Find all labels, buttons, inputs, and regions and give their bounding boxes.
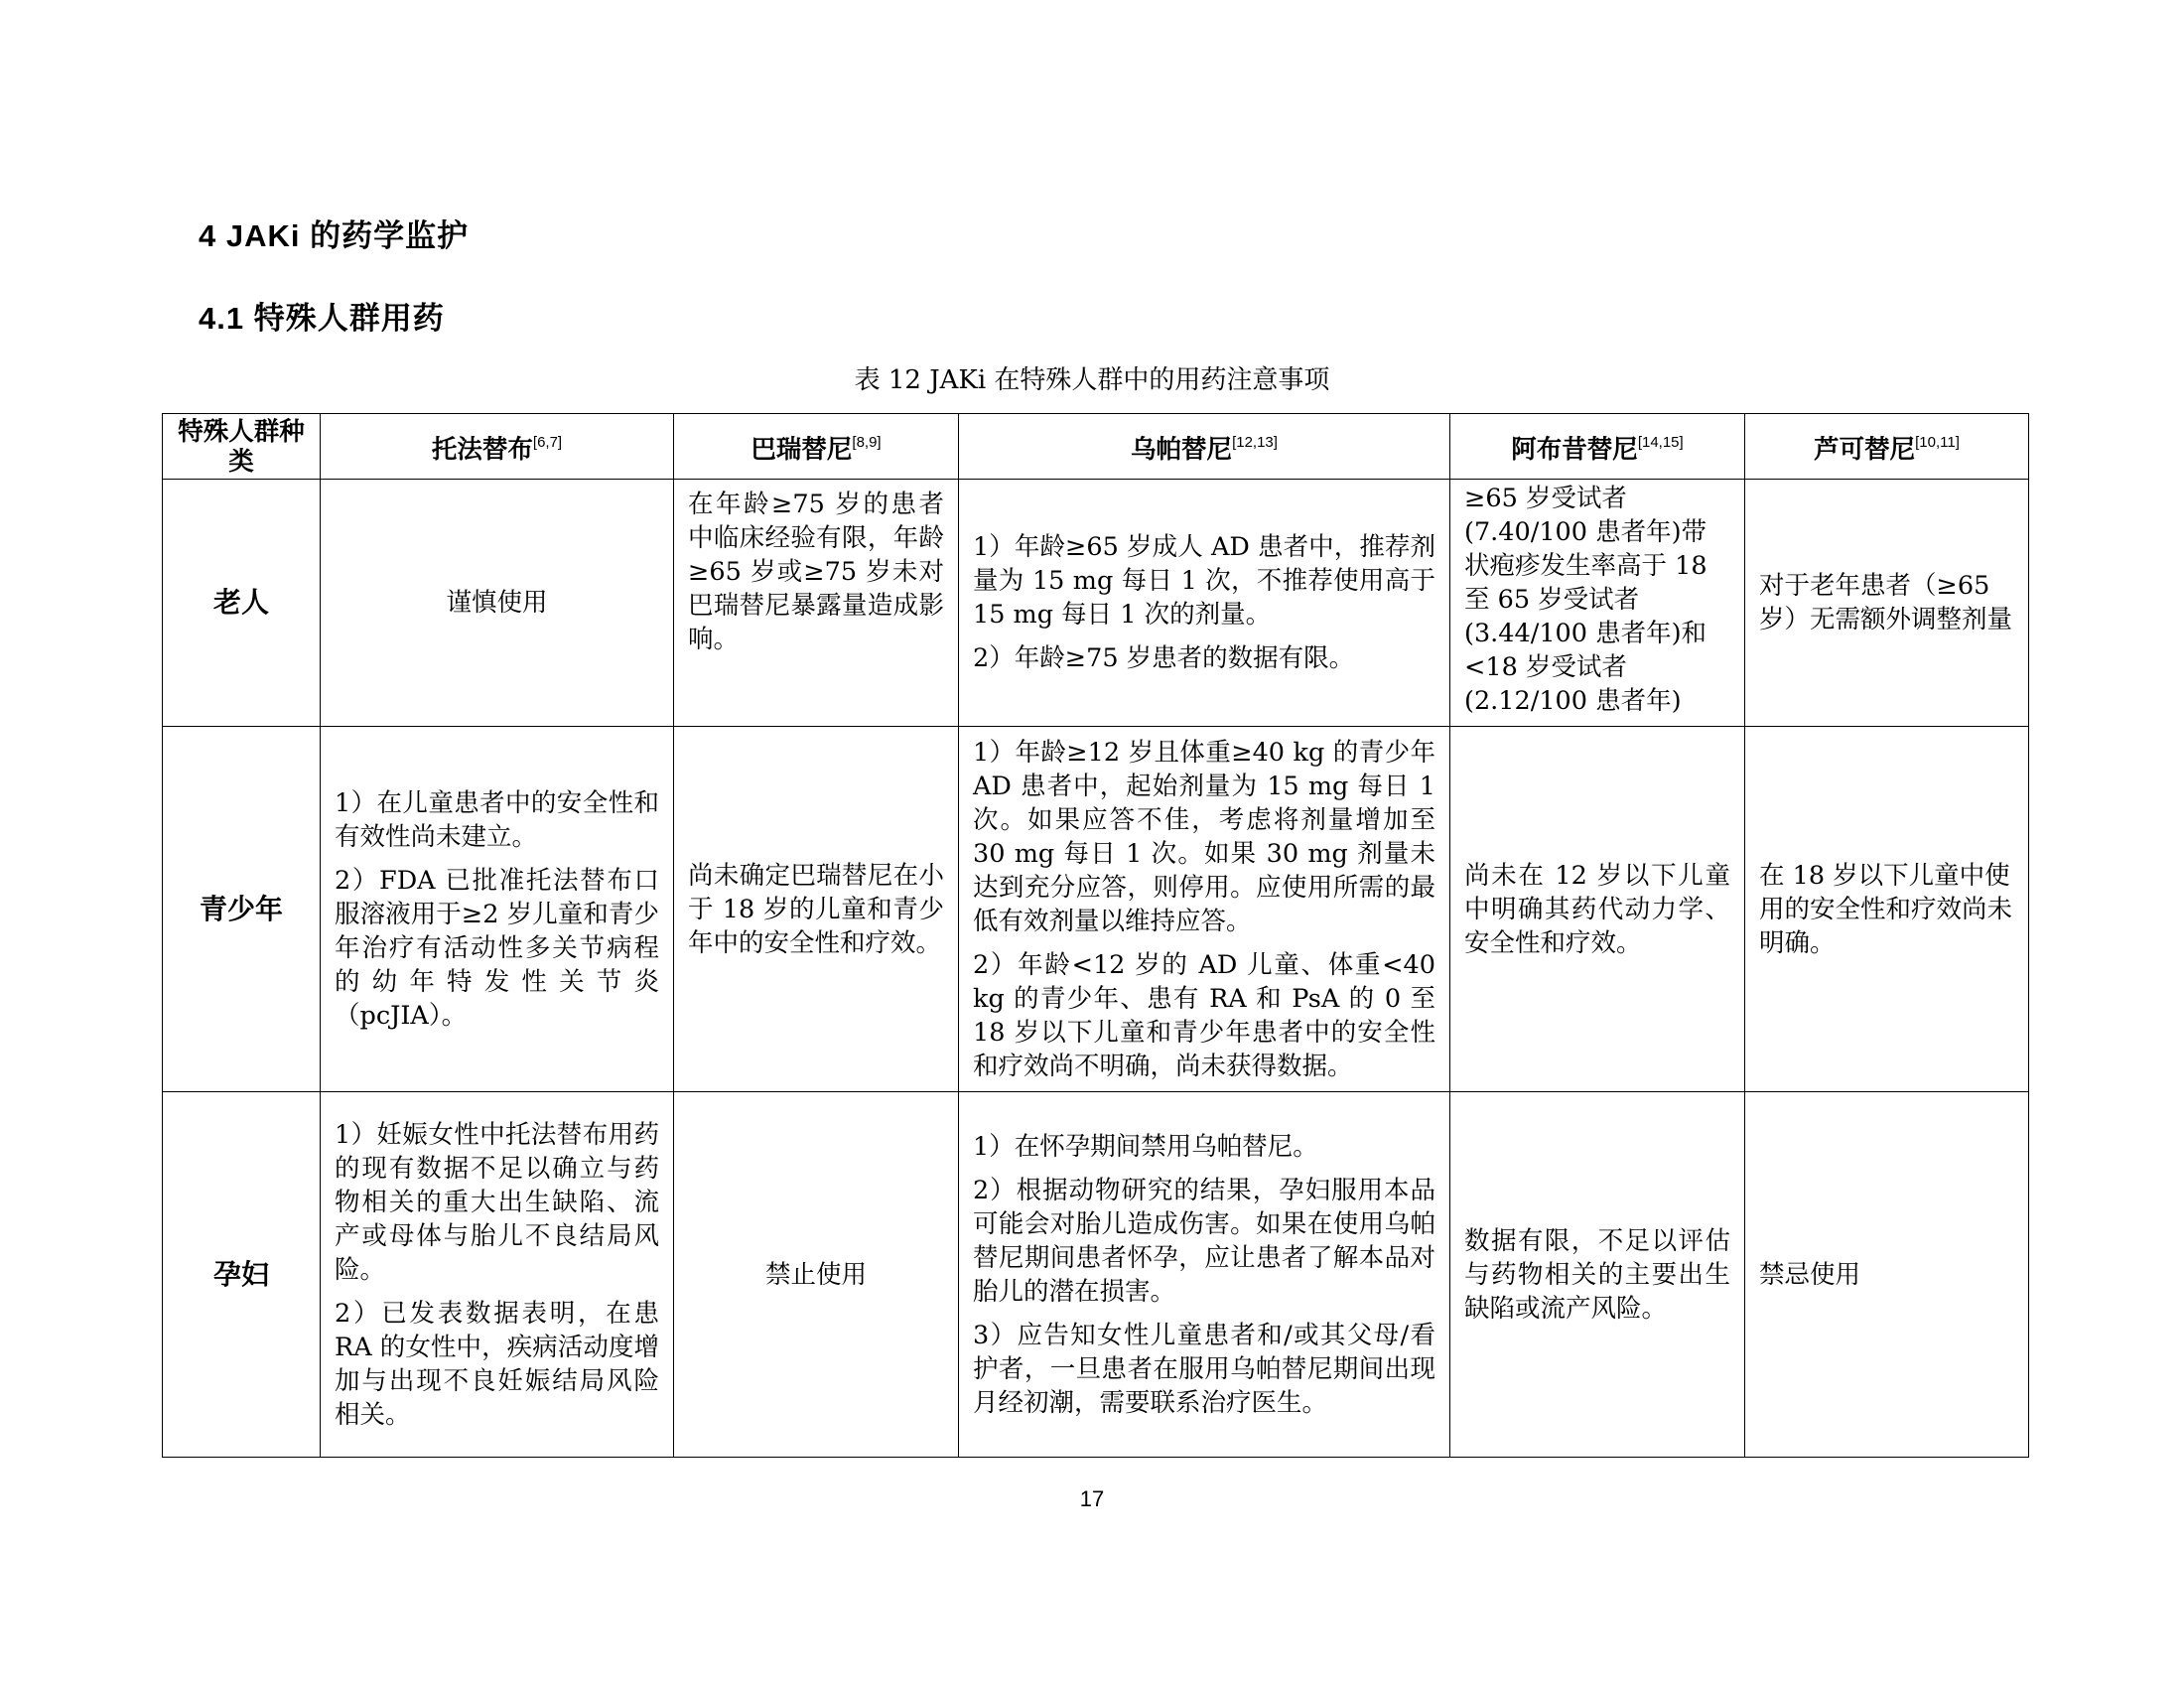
cell-text: 2）根据动物研究的结果，孕妇服用本品可能会对胎儿造成伤害。如果在使用乌帕替尼期间患者怀孕，应让患者了解本品对胎儿的潜在损害。 [973, 1175, 1435, 1307]
header-label: 巴瑞替尼 [751, 436, 853, 464]
cell-text: 在年龄≥75 岁的患者中临床经验有限，年龄≥65 岁或≥75 岁未对巴瑞替尼暴露量造成影响。 [688, 490, 944, 654]
cell-text: ≥65 岁受试者(7.40/100 患者年)带状疱疹发生率高于 18 至 65 岁受试者(3.44/100 患者年)和<18 岁受试者(2.12/100 患者年) [1464, 484, 1707, 716]
cell-text: 2）FDA 已批准托法替布口服溶液用于≥2 岁儿童和青少年治疗有活动性多关节病程的幼年特发性关节炎（pcJIA）。 [335, 865, 659, 1031]
cell-upadacitinib [959, 1092, 1450, 1458]
citation-ref: [10,11] [1915, 434, 1960, 451]
cell-text: 1）在儿童患者中的安全性和有效性尚未建立。 [335, 787, 659, 852]
cell-text: 数据有限，不足以评估与药物相关的主要出生缺陷或流产风险。 [1464, 1225, 1730, 1324]
cell-ruxolitinib [1745, 727, 2029, 1092]
cell-text: 1）年龄≥12 岁且体重≥40 kg 的青少年 AD 患者中，起始剂量为 15 mg 每日 1 次。如果应答不佳，考虑将剂量增加至 30 mg 每日 1 次。如果 30 mg 剂量未达到充分应答，则停用。应使用所需的最低有效剂量以维持应答。 [973, 737, 1435, 936]
header-upadacitinib [959, 414, 1450, 480]
cell-abrocitinib [1450, 480, 1745, 727]
cell-text: 在 18 岁以下儿童中使用的安全性和疗效尚未明确。 [1759, 860, 2013, 958]
cell-text: 2）已发表数据表明，在患 RA 的女性中，疾病活动度增加与出现不良妊娠结局风险相关。 [335, 1298, 659, 1430]
table-row-adolescent [163, 727, 2029, 1092]
page-number: 17 [1079, 1486, 1105, 1511]
cell-tofacitinib [321, 480, 674, 727]
cell-abrocitinib [1450, 1092, 1745, 1458]
cell-text: 2）年龄≥75 岁患者的数据有限。 [973, 643, 1355, 673]
cell-text: 禁忌使用 [1759, 1259, 1861, 1290]
table-caption: 表 12 JAKi 在特殊人群中的用药注意事项 [854, 365, 1330, 395]
cell-text: 禁止使用 [764, 1259, 867, 1290]
header-label: 乌帕替尼 [1131, 436, 1233, 464]
header-abrocitinib [1450, 414, 1745, 480]
cell-baricitinib [674, 1092, 959, 1458]
cell-ruxolitinib [1745, 1092, 2029, 1458]
cell-baricitinib [674, 727, 959, 1092]
table-row-pregnant [163, 1092, 2029, 1458]
citation-ref: [6,7] [532, 434, 563, 451]
row-label-elderly: 老人 [163, 480, 321, 727]
cell-text: 尚未在 12 岁以下儿童中明确其药代动力学、安全性和疗效。 [1464, 860, 1730, 958]
header-label: 阿布昔替尼 [1511, 436, 1638, 464]
row-label-pregnant: 孕妇 [163, 1092, 321, 1458]
cell-text: 尚未确定巴瑞替尼在小于 18 岁的儿童和青少年中的安全性和疗效。 [688, 860, 944, 958]
section-heading: 4 JAKi 的药学监护 [199, 218, 470, 253]
header-population-type [163, 414, 321, 480]
citation-ref: [12,13] [1232, 434, 1278, 451]
cell-abrocitinib [1450, 727, 1745, 1092]
cell-text: 1）妊娠女性中托法替布用药的现有数据不足以确立与药物相关的重大出生缺陷、流产或母体与胎儿不良结局风险。 [335, 1119, 659, 1285]
special-population-table [162, 413, 2029, 1458]
cell-baricitinib [674, 480, 959, 727]
cell-text: 2）年龄<12 岁的 AD 儿童、体重<40 kg 的青少年、患有 RA 和 PsA 的 0 至 18 岁以下儿童和青少年患者中的安全性和疗效尚不明确，尚未获得数据。 [973, 949, 1435, 1081]
header-ruxolitinib [1745, 414, 2029, 480]
cell-text: 3）应告知女性儿童患者和/或其父母/看护者，一旦患者在服用乌帕替尼期间出现月经初潮，需要联系治疗医生。 [973, 1320, 1435, 1418]
cell-tofacitinib [321, 727, 674, 1092]
cell-text: 1）年龄≥65 岁成人 AD 患者中，推荐剂量为 15 mg 每日 1 次，不推荐使用高于 15 mg 每日 1 次的剂量。 [973, 532, 1435, 630]
header-label: 托法替布 [431, 436, 533, 464]
cell-text: 1）在怀孕期间禁用乌帕替尼。 [973, 1131, 1318, 1162]
citation-ref: [14,15] [1637, 434, 1684, 451]
table-header-row [163, 414, 2029, 480]
table-row-elderly [163, 480, 2029, 727]
citation-ref: [8,9] [852, 434, 882, 451]
cell-text: 对于老年患者（≥65 岁）无需额外调整剂量 [1759, 571, 2013, 634]
header-label: 特殊人群种类 [178, 417, 305, 476]
row-label-adolescent: 青少年 [163, 727, 321, 1092]
cell-tofacitinib [321, 1092, 674, 1458]
cell-text: 谨慎使用 [446, 588, 548, 618]
cell-ruxolitinib [1745, 480, 2029, 727]
subsection-heading: 4.1 特殊人群用药 [199, 301, 445, 336]
cell-upadacitinib [959, 480, 1450, 727]
header-tofacitinib [321, 414, 674, 480]
cell-upadacitinib [959, 727, 1450, 1092]
header-label: 芦可替尼 [1814, 436, 1916, 464]
header-baricitinib [674, 414, 959, 480]
